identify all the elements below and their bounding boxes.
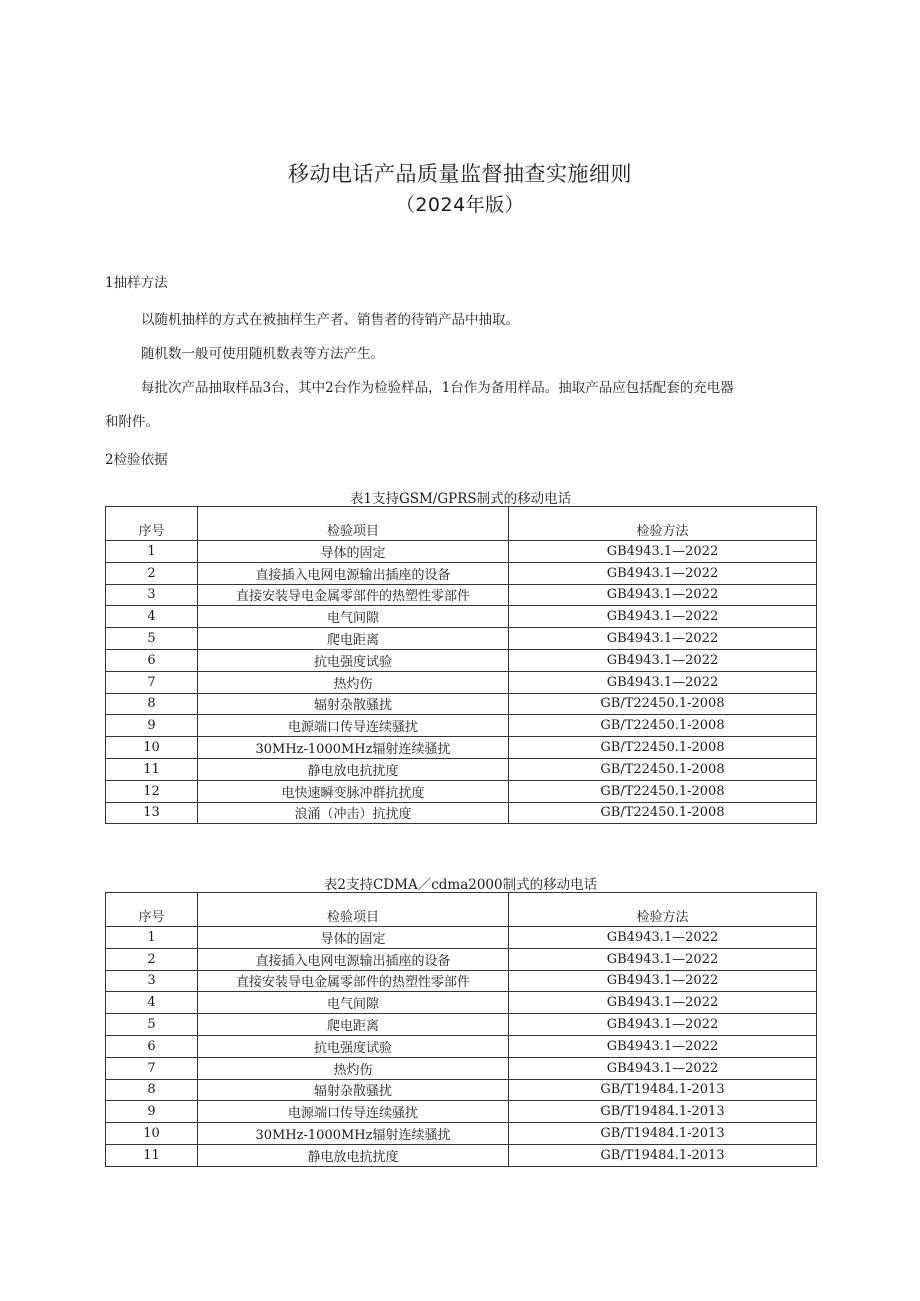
cell-method: GB4943.1—2022	[509, 1014, 817, 1036]
cell-index: 2	[106, 562, 198, 584]
table1-body	[106, 541, 817, 824]
cell-index: 10	[106, 1123, 198, 1145]
cell-index: 11	[106, 1144, 198, 1166]
cell-item: 导体的固定	[198, 927, 509, 949]
table-row	[106, 562, 817, 584]
cell-method: GB4943.1—2022	[509, 970, 817, 992]
table2-caption: 表2支持CDMA／cdma2000制式的移动电话	[323, 877, 598, 893]
cell-method: GB/T19484.1-2013	[509, 1144, 817, 1166]
cell-method: GB4943.1—2022	[509, 1057, 817, 1079]
cell-index: 6	[106, 649, 198, 671]
table-row	[106, 802, 817, 824]
table-row	[106, 693, 817, 715]
table-row	[106, 1014, 817, 1036]
cell-index: 7	[106, 671, 198, 693]
cell-item: 电气间隙	[198, 606, 509, 628]
table-row	[106, 1057, 817, 1079]
cell-method: GB/T19484.1-2013	[509, 1123, 817, 1145]
cell-index: 4	[106, 992, 198, 1014]
cell-index: 1	[106, 541, 198, 563]
cell-index: 9	[106, 715, 198, 737]
cell-method: GB4943.1—2022	[509, 541, 817, 563]
cell-index: 7	[106, 1057, 198, 1079]
table-row	[106, 970, 817, 992]
cell-method: GB/T22450.1-2008	[509, 693, 817, 715]
cell-item: 浪涌（冲击）抗扰度	[198, 802, 509, 824]
table-row	[106, 948, 817, 970]
cell-item: 电快速瞬变脉冲群抗扰度	[198, 780, 509, 802]
table-row	[106, 927, 817, 949]
cell-item: 电气间隙	[198, 992, 509, 1014]
cell-index: 6	[106, 1035, 198, 1057]
table-row	[106, 1035, 817, 1057]
column-header-method: 检验方法	[509, 507, 817, 541]
cell-method: GB/T19484.1-2013	[509, 1101, 817, 1123]
cell-method: GB/T19484.1-2013	[509, 1079, 817, 1101]
cell-item: 直接插入电网电源输出插座的设备	[198, 562, 509, 584]
document-subtitle: （2024年版）	[395, 194, 525, 216]
cell-item: 静电放电抗扰度	[198, 1144, 509, 1166]
cell-method: GB4943.1—2022	[509, 606, 817, 628]
column-header-index: 序号	[106, 507, 198, 541]
cell-item: 抗电强度试验	[198, 649, 509, 671]
cell-index: 8	[106, 1079, 198, 1101]
table-header-row	[106, 893, 817, 927]
cell-item: 直接安装导电金属零部件的热塑性零部件	[198, 584, 509, 606]
table-row	[106, 649, 817, 671]
cell-index: 3	[106, 970, 198, 992]
table-row	[106, 1101, 817, 1123]
cell-index: 5	[106, 628, 198, 650]
table-row	[106, 628, 817, 650]
cell-item: 抗电强度试验	[198, 1035, 509, 1057]
column-header-item: 检验项目	[198, 893, 509, 927]
paragraph-continuation: 和附件。	[105, 414, 159, 430]
cell-item: 电源端口传导连续骚扰	[198, 1101, 509, 1123]
paragraph: 随机数一般可使用随机数表等方法产生。	[141, 346, 384, 362]
cell-item: 导体的固定	[198, 541, 509, 563]
table2	[105, 892, 817, 1167]
cell-item: 30MHz-1000MHz辐射连续骚扰	[198, 737, 509, 759]
cell-item: 热灼伤	[198, 1057, 509, 1079]
document-title: 移动电话产品质量监督抽查实施细则	[288, 162, 632, 186]
table-row	[106, 780, 817, 802]
cell-item: 直接插入电网电源输出插座的设备	[198, 948, 509, 970]
cell-method: GB4943.1—2022	[509, 1035, 817, 1057]
paragraph: 以随机抽样的方式在被抽样生产者、销售者的待销产品中抽取。	[141, 312, 519, 328]
paragraph: 每批次产品抽取样品3台，其中2台作为检验样品，1台作为备用样品。抽取产品应包括配套的充电器	[141, 380, 734, 396]
table-row	[106, 584, 817, 606]
cell-index: 4	[106, 606, 198, 628]
section-heading-sampling: 1抽样方法	[105, 275, 168, 291]
column-header-method: 检验方法	[509, 893, 817, 927]
cell-item: 爬电距离	[198, 628, 509, 650]
section-heading-basis: 2检验依据	[105, 452, 168, 468]
cell-item: 爬电距离	[198, 1014, 509, 1036]
column-header-item: 检验项目	[198, 507, 509, 541]
cell-method: GB4943.1—2022	[509, 562, 817, 584]
cell-method: GB4943.1—2022	[509, 584, 817, 606]
cell-item: 静电放电抗扰度	[198, 758, 509, 780]
cell-index: 13	[106, 802, 198, 824]
cell-method: GB4943.1—2022	[509, 649, 817, 671]
cell-method: GB4943.1—2022	[509, 628, 817, 650]
table-row	[106, 671, 817, 693]
table1	[105, 506, 817, 824]
cell-item: 直接安装导电金属零部件的热塑性零部件	[198, 970, 509, 992]
cell-item: 电源端口传导连续骚扰	[198, 715, 509, 737]
cell-method: GB4943.1—2022	[509, 927, 817, 949]
cell-index: 9	[106, 1101, 198, 1123]
table2-body	[106, 927, 817, 1167]
table-row	[106, 541, 817, 563]
cell-index: 10	[106, 737, 198, 759]
cell-method: GB/T22450.1-2008	[509, 715, 817, 737]
cell-index: 1	[106, 927, 198, 949]
table-row	[106, 992, 817, 1014]
table-row	[106, 737, 817, 759]
cell-index: 11	[106, 758, 198, 780]
cell-method: GB/T22450.1-2008	[509, 758, 817, 780]
cell-index: 12	[106, 780, 198, 802]
cell-index: 3	[106, 584, 198, 606]
cell-method: GB4943.1—2022	[509, 948, 817, 970]
cell-item: 热灼伤	[198, 671, 509, 693]
table-row	[106, 715, 817, 737]
table-row	[106, 1123, 817, 1145]
cell-index: 8	[106, 693, 198, 715]
column-header-index: 序号	[106, 893, 198, 927]
table-row	[106, 1079, 817, 1101]
table-row	[106, 606, 817, 628]
cell-item: 辐射杂散骚扰	[198, 693, 509, 715]
cell-method: GB/T22450.1-2008	[509, 780, 817, 802]
table-header-row	[106, 507, 817, 541]
table1-caption: 表1支持GSM/GPRS制式的移动电话	[349, 491, 572, 507]
table-row	[106, 758, 817, 780]
cell-method: GB4943.1—2022	[509, 992, 817, 1014]
table-row	[106, 1144, 817, 1166]
cell-method: GB/T22450.1-2008	[509, 737, 817, 759]
cell-method: GB/T22450.1-2008	[509, 802, 817, 824]
cell-index: 2	[106, 948, 198, 970]
cell-method: GB4943.1—2022	[509, 671, 817, 693]
cell-index: 5	[106, 1014, 198, 1036]
cell-item: 辐射杂散骚扰	[198, 1079, 509, 1101]
cell-item: 30MHz-1000MHz辐射连续骚扰	[198, 1123, 509, 1145]
